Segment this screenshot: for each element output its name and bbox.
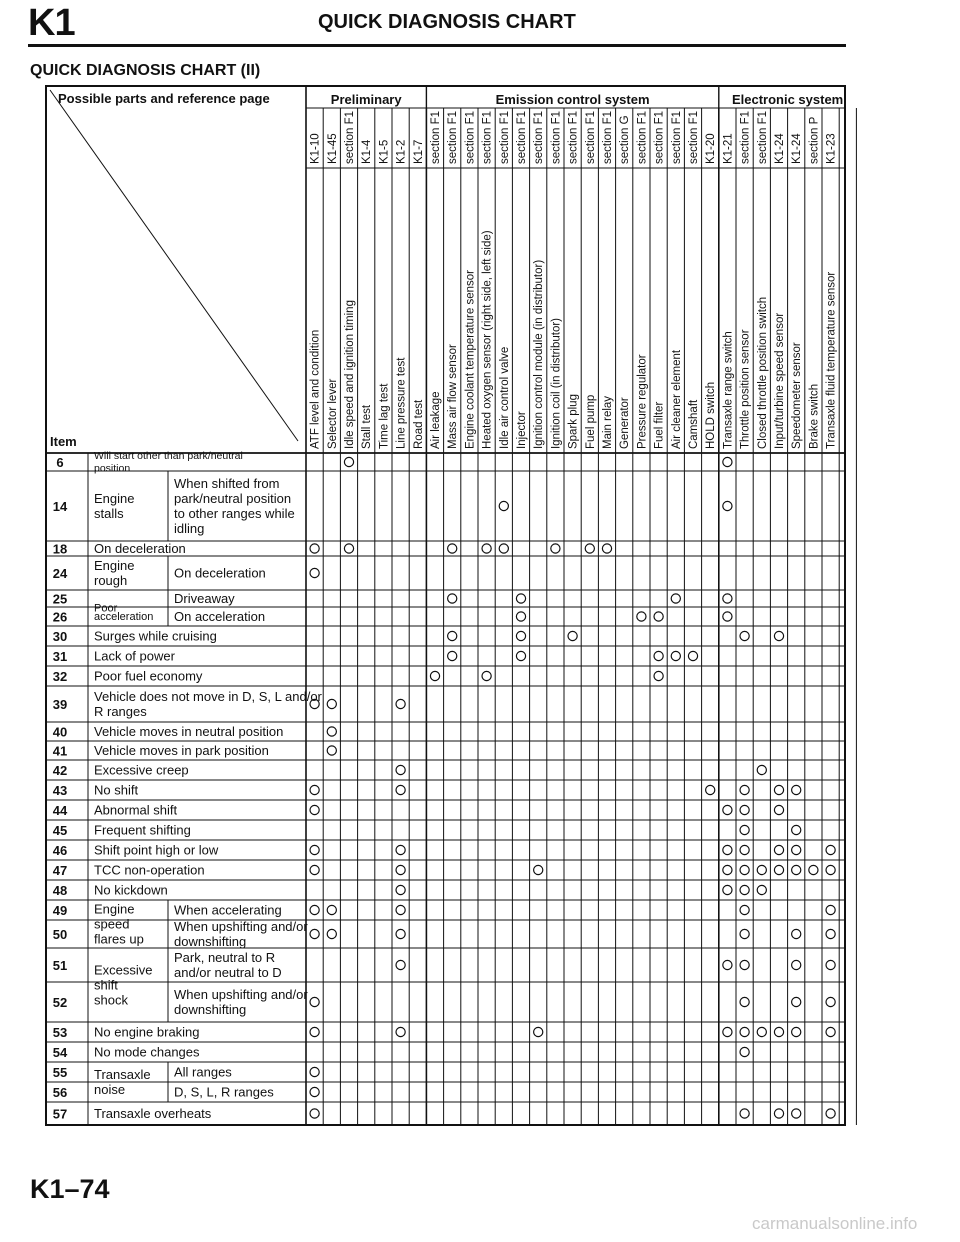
row-description-line: R ranges: [94, 704, 147, 719]
row-number: 49: [52, 903, 68, 918]
row-description-line: Lack of power: [94, 648, 175, 664]
applicable-mark: [757, 765, 766, 774]
applicable-mark: [310, 845, 319, 854]
applicable-mark: [688, 651, 697, 660]
column-part: Pressure regulator: [636, 354, 649, 449]
applicable-mark: [792, 1109, 801, 1118]
column-part: Input/turbine speed sensor: [774, 312, 786, 449]
row-number: 47: [52, 863, 68, 878]
applicable-mark: [740, 805, 749, 814]
applicable-mark: [534, 865, 543, 874]
row-condition: [174, 566, 266, 581]
column-part: Speedometer sensor: [791, 342, 804, 449]
row-description: [94, 724, 283, 739]
corner-diagonal: [50, 90, 298, 441]
column-ref: section F1: [550, 110, 563, 164]
applicable-mark: [396, 785, 405, 794]
row-group-label-line: flares up: [94, 931, 144, 947]
row-group-label-line: stalls: [94, 506, 124, 521]
row-condition-line: downshifting: [174, 934, 247, 949]
row-description-line: Poor fuel economy: [94, 668, 203, 684]
applicable-mark: [396, 960, 405, 969]
row-number: 14: [52, 499, 68, 514]
applicable-mark: [774, 865, 783, 874]
applicable-mark: [826, 1109, 835, 1118]
row-number: 18: [52, 541, 68, 557]
applicable-mark: [396, 845, 405, 854]
row-number: 55: [52, 1065, 68, 1080]
applicable-mark: [396, 865, 405, 874]
column-part: Throttle position sensor: [739, 329, 752, 449]
column-part: Selector lever: [326, 378, 339, 449]
row-condition-line: D, S, L, R ranges: [174, 1084, 274, 1100]
applicable-mark: [396, 765, 405, 774]
applicable-mark: [774, 1109, 783, 1118]
applicable-mark: [774, 845, 783, 854]
row-description-line: Vehicle moves in neutral position: [94, 724, 284, 739]
row-number: 44: [52, 803, 68, 818]
row-number: 43: [52, 783, 68, 798]
applicable-mark: [568, 631, 577, 640]
column-ref: K1-2: [395, 139, 408, 164]
applicable-mark: [482, 544, 491, 553]
row-condition-line: Park, neutral to R: [174, 950, 276, 965]
applicable-mark: [499, 501, 508, 510]
column-part: Stall test: [361, 404, 374, 449]
applicable-mark: [740, 905, 749, 914]
row-number: 51: [52, 958, 68, 973]
applicable-mark: [396, 885, 405, 894]
row-condition-line: On deceleration: [174, 565, 266, 581]
applicable-mark: [740, 845, 749, 854]
row-number: 53: [52, 1025, 68, 1040]
column-ref: section F1: [688, 110, 700, 164]
applicable-mark: [448, 631, 457, 640]
applicable-mark: [327, 699, 336, 708]
applicable-mark: [671, 594, 680, 603]
applicable-mark: [792, 825, 801, 834]
column-part: Idle air control valve: [498, 346, 511, 449]
row-group-label-line: noise: [94, 1082, 126, 1097]
page-title: QUICK DIAGNOSIS CHART: [318, 11, 576, 33]
column-ref: K1-4: [361, 139, 374, 164]
column-ref: K1-7: [412, 139, 425, 164]
column-part: Idle speed and ignition timing: [344, 300, 356, 449]
applicable-mark: [757, 865, 766, 874]
row-number: 25: [52, 591, 68, 607]
row-description-line: Abnormal shift: [94, 802, 178, 818]
section-code: K1: [28, 2, 75, 44]
column-ref: section F1: [447, 110, 460, 164]
column-ref: K1-20: [705, 133, 718, 164]
applicable-mark: [448, 544, 457, 553]
applicable-mark: [344, 544, 353, 553]
column-ref: K1-24: [791, 133, 804, 164]
row-description: [94, 649, 176, 664]
applicable-mark: [654, 671, 663, 680]
applicable-mark: [706, 785, 715, 794]
applicable-mark: [310, 568, 319, 577]
applicable-mark: [723, 960, 732, 969]
row-group-label: [94, 963, 153, 1008]
column-ref: section F1: [584, 110, 597, 164]
applicable-mark: [310, 1067, 319, 1076]
column-ref: section F1: [498, 110, 511, 164]
column-ref: section F1: [567, 110, 580, 164]
applicable-mark: [774, 805, 783, 814]
applicable-mark: [740, 865, 749, 874]
column-part: Transaxle range switch: [722, 331, 735, 449]
row-description: [94, 823, 191, 838]
row-number: 54: [52, 1045, 68, 1060]
applicable-mark: [723, 612, 732, 621]
applicable-mark: [826, 960, 835, 969]
applicable-mark: [826, 997, 835, 1006]
row-condition-line: When upshifting and/or: [174, 987, 308, 1002]
group-label: Preliminary: [330, 92, 402, 107]
row-group-label-line: Transaxle: [94, 1067, 151, 1082]
row-condition: [174, 919, 308, 949]
applicable-mark: [534, 1027, 543, 1036]
row-group-label-line: shift: [94, 977, 118, 993]
column-part: Line pressure test: [395, 357, 408, 449]
applicable-mark: [774, 1027, 783, 1036]
row-condition: [174, 1085, 274, 1100]
applicable-mark: [792, 845, 801, 854]
applicable-mark: [654, 651, 663, 660]
applicable-mark: [792, 1027, 801, 1036]
row-number: 41: [52, 743, 68, 759]
column-part: Generator: [619, 397, 632, 449]
row-condition: [174, 987, 308, 1017]
row-number: 32: [52, 669, 68, 684]
applicable-mark: [344, 457, 353, 466]
row-number: 45: [52, 823, 68, 838]
applicable-mark: [740, 1109, 749, 1118]
row-number: 42: [52, 763, 68, 778]
applicable-mark: [396, 929, 405, 938]
row-description-line: TCC non-operation: [94, 862, 205, 878]
column-ref: section P: [808, 116, 821, 164]
row-condition: [174, 903, 282, 918]
column-part: Ignition control module (in distributor): [533, 259, 546, 449]
applicable-mark: [774, 785, 783, 794]
row-description-line: Will start other than park/neutral: [94, 450, 243, 462]
applicable-mark: [757, 885, 766, 894]
row-number: 48: [52, 883, 68, 898]
applicable-mark: [327, 746, 336, 755]
row-number: 46: [52, 843, 68, 858]
applicable-mark: [740, 929, 749, 938]
column-ref: section F1: [602, 110, 614, 164]
applicable-mark: [310, 905, 319, 914]
row-group-label: [94, 558, 134, 588]
applicable-mark: [792, 960, 801, 969]
row-description: [94, 803, 177, 818]
applicable-mark: [310, 865, 319, 874]
column-part: Closed throttle position switch: [756, 296, 769, 449]
applicable-mark: [448, 594, 457, 603]
applicable-mark: [602, 544, 611, 553]
column-part: Fuel pump: [584, 394, 597, 449]
row-description-line: Surges while cruising: [94, 628, 217, 644]
row-number: 50: [52, 927, 68, 942]
applicable-mark: [516, 612, 525, 621]
applicable-mark: [826, 1027, 835, 1036]
row-description: [94, 1025, 200, 1040]
applicable-mark: [516, 631, 525, 640]
row-description: [94, 689, 323, 719]
row-description-line: position: [94, 462, 131, 475]
row-group-label: [94, 491, 134, 521]
row-number: 56: [52, 1085, 68, 1100]
row-group-label-line: shock: [94, 992, 128, 1008]
applicable-mark: [826, 865, 835, 874]
applicable-mark: [723, 865, 732, 874]
row-group-label-line: rough: [94, 573, 128, 588]
column-part: Spark plug: [567, 394, 580, 449]
column-part: Main relay: [602, 395, 614, 449]
applicable-mark: [723, 805, 732, 814]
row-description-line: On deceleration: [94, 541, 186, 556]
row-condition-line: to other ranges while: [174, 506, 295, 521]
row-description-line: No engine braking: [94, 1024, 200, 1040]
column-ref: K1-10: [309, 133, 322, 164]
applicable-mark: [723, 501, 732, 510]
column-ref: section F1: [344, 110, 356, 164]
column-part: Injector: [516, 411, 528, 449]
row-condition-line: Driveaway: [174, 591, 235, 606]
column-part: Transaxle fluid temperature sensor: [825, 271, 838, 449]
column-ref: section F1: [636, 110, 649, 164]
applicable-mark: [482, 671, 491, 680]
applicable-mark: [327, 727, 336, 736]
applicable-mark: [327, 929, 336, 938]
row-description-line: Vehicle does not move in D, S, L and/or: [94, 689, 322, 704]
chart-title: QUICK DIAGNOSIS CHART (II): [30, 62, 261, 79]
applicable-mark: [774, 631, 783, 640]
applicable-mark: [740, 960, 749, 969]
row-description-line: Excessive creep: [94, 762, 189, 778]
column-ref: K1-24: [774, 133, 786, 164]
row-condition-line: All ranges: [174, 1064, 232, 1080]
row-number: 30: [52, 629, 68, 644]
applicable-mark: [723, 594, 732, 603]
applicable-mark: [637, 612, 646, 621]
row-group-label-line: Excessive: [94, 962, 153, 978]
row-condition: [174, 1065, 232, 1080]
applicable-mark: [757, 1027, 766, 1036]
column-ref: K1-5: [378, 139, 391, 164]
row-condition-line: idling: [174, 521, 205, 536]
applicable-mark: [310, 1109, 319, 1118]
column-part: Time lag test: [378, 383, 391, 449]
column-ref: section G: [619, 115, 632, 164]
row-description: [94, 743, 269, 758]
row-condition-line: On acceleration: [174, 609, 266, 624]
group-label: Electronic system: [731, 92, 844, 107]
applicable-mark: [826, 905, 835, 914]
row-description-line: Transaxle overheats: [94, 1106, 212, 1121]
row-group-label-line: Engine: [94, 901, 135, 917]
row-description: [94, 843, 219, 858]
corner-bottom-label: Item: [50, 434, 77, 449]
column-ref: K1-21: [722, 133, 735, 164]
column-ref: K1-23: [825, 133, 838, 164]
row-description: [94, 883, 168, 898]
column-part: Brake switch: [808, 383, 821, 449]
column-part: ATF level and condition: [309, 329, 322, 449]
column-ref: section F1: [739, 110, 752, 164]
row-description: [94, 629, 217, 644]
row-number: 31: [52, 649, 68, 664]
column-part: Heated oxygen sensor (right side, left side): [481, 230, 494, 449]
column-ref: section F1: [430, 110, 442, 164]
row-description-line: Shift point high or low: [94, 842, 219, 858]
row-number: 40: [52, 724, 68, 740]
applicable-mark: [499, 544, 508, 553]
applicable-mark: [740, 1047, 749, 1056]
applicable-mark: [516, 651, 525, 660]
applicable-mark: [740, 631, 749, 640]
applicable-mark: [740, 825, 749, 834]
applicable-mark: [671, 651, 680, 660]
row-condition-line: and/or neutral to D: [174, 965, 282, 980]
row-condition: [174, 950, 282, 980]
applicable-mark: [740, 997, 749, 1006]
row-condition-line: downshifting: [174, 1002, 247, 1017]
row-group-label-line: Poor: [94, 602, 118, 615]
applicable-mark: [448, 651, 457, 660]
row-number: 57: [52, 1106, 68, 1122]
column-ref: section F1: [533, 110, 546, 164]
row-condition-line: When upshifting and/or: [174, 919, 308, 934]
row-number: 6: [56, 455, 64, 470]
page-number: K1–74: [30, 1174, 110, 1204]
row-number: 26: [52, 609, 68, 625]
applicable-mark: [792, 929, 801, 938]
column-ref: section F1: [516, 110, 528, 164]
applicable-mark: [551, 544, 560, 553]
row-description: [94, 669, 203, 684]
applicable-mark: [310, 805, 319, 814]
row-condition-line: When shifted from: [174, 476, 280, 491]
applicable-mark: [723, 1027, 732, 1036]
applicable-mark: [740, 785, 749, 794]
row-description-line: Vehicle moves in park position: [94, 743, 269, 758]
group-label: Emission control system: [495, 92, 650, 107]
applicable-mark: [430, 671, 439, 680]
column-ref: section F1: [670, 110, 683, 164]
row-number: 24: [52, 566, 68, 581]
row-number: 39: [52, 697, 68, 712]
column-part: HOLD switch: [705, 381, 718, 449]
applicable-mark: [585, 544, 594, 553]
column-ref: section F1: [756, 110, 769, 164]
row-group-label-line: Engine: [94, 491, 135, 506]
applicable-mark: [310, 1027, 319, 1036]
row-description: [94, 863, 205, 878]
row-group-label-line: Engine: [94, 558, 135, 573]
column-ref: K1-45: [326, 133, 339, 164]
applicable-mark: [792, 785, 801, 794]
corner-top-label: Possible parts and reference page: [58, 91, 270, 106]
row-description: [94, 541, 186, 556]
row-description: [94, 763, 189, 778]
column-part: Ignition coil (in distributor): [550, 317, 563, 449]
applicable-mark: [826, 845, 835, 854]
row-condition-line: When accelerating: [174, 902, 282, 918]
applicable-mark: [723, 457, 732, 466]
applicable-mark: [327, 905, 336, 914]
row-condition: [174, 476, 295, 536]
row-condition: [174, 609, 265, 624]
applicable-mark: [740, 1027, 749, 1036]
row-description-line: No mode changes: [94, 1044, 200, 1060]
applicable-mark: [654, 612, 663, 621]
row-description: [94, 783, 138, 798]
applicable-mark: [310, 1087, 319, 1096]
applicable-mark: [396, 699, 405, 708]
column-part: Fuel filter: [653, 401, 666, 449]
row-description-line: No shift: [94, 782, 139, 798]
column-ref: section F1: [481, 110, 494, 164]
applicable-mark: [792, 997, 801, 1006]
row-description-line: Frequent shifting: [94, 822, 191, 838]
column-ref: section F1: [464, 110, 477, 164]
watermark: carmanualsonline.info: [752, 1214, 918, 1233]
applicable-mark: [723, 845, 732, 854]
column-part: Air leakage: [430, 391, 442, 449]
row-group-label: [94, 611, 153, 623]
applicable-mark: [826, 929, 835, 938]
applicable-mark: [809, 865, 818, 874]
applicable-mark: [396, 905, 405, 914]
row-condition: [174, 591, 235, 606]
applicable-mark: [396, 1027, 405, 1036]
column-ref: section F1: [653, 110, 666, 164]
applicable-mark: [740, 885, 749, 894]
row-condition-line: park/neutral position: [174, 491, 292, 506]
applicable-mark: [310, 997, 319, 1006]
applicable-mark: [723, 885, 732, 894]
column-part: Camshaft: [688, 399, 700, 449]
applicable-mark: [310, 544, 319, 553]
column-part: Air cleaner element: [670, 349, 683, 449]
column-part: Road test: [412, 399, 425, 449]
applicable-mark: [516, 594, 525, 603]
applicable-mark: [792, 865, 801, 874]
row-description: [94, 1106, 212, 1121]
row-description: [94, 1045, 200, 1060]
column-part: Engine coolant temperature sensor: [464, 269, 477, 449]
column-part: Mass air flow sensor: [447, 344, 460, 449]
row-description-line: No kickdown: [94, 882, 168, 898]
row-number: 52: [52, 995, 68, 1010]
row-group-label: [94, 902, 144, 947]
row-group-label-line: speed: [94, 916, 130, 932]
applicable-mark: [310, 785, 319, 794]
row-group-label-line: acceleration: [94, 611, 154, 623]
applicable-mark: [310, 929, 319, 938]
